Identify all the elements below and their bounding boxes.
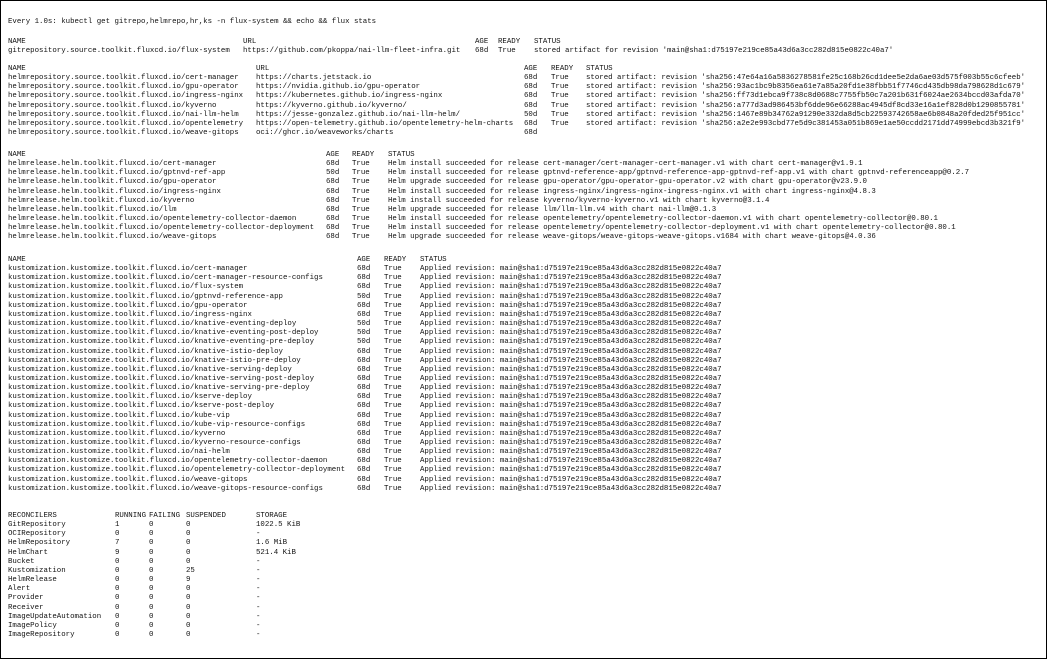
kustomization-row-14-cell-0: kustomization.kustomize.toolkit.fluxcd.io/kserve-deploy <box>8 393 252 402</box>
helmrepo-row-0-cell-0: helmrepository.source.toolkit.fluxcd.io/cert-manager <box>8 74 239 83</box>
stats-row-4-cell-4: - <box>256 557 261 566</box>
stats-row-4-cell-0: Bucket <box>8 557 35 566</box>
helmrepo-row-0-cell-1: https://charts.jetstack.io <box>256 74 372 83</box>
stats-row-1-cell-1: 0 <box>115 530 120 539</box>
helmrepo-header-age: AGE <box>524 65 538 73</box>
stats-row-12-cell-0: ImageRepository <box>8 630 75 639</box>
kustomization-row-3-cell-2: True <box>384 292 402 301</box>
helmrelease-row-8-cell-0: helmrelease.helm.toolkit.fluxcd.io/weave-gitops <box>8 233 217 242</box>
kustomization-row-20-cell-1: 68d <box>357 448 371 457</box>
stats-row-12-cell-2: 0 <box>149 630 154 639</box>
stats-row-9-cell-1: 0 <box>115 603 120 612</box>
helmrelease-row-4-cell-1: 68d <box>326 196 340 205</box>
kustomization-row-10-cell-3: Applied revision: main@sha1:d75197e219ce85a43d6a3cc282d815e0822c40a7 <box>420 356 722 365</box>
helmrelease-row-5-cell-1: 68d <box>326 205 340 214</box>
kustomization-row-10-cell-2: True <box>384 356 402 365</box>
stats-row-0-cell-0: GitRepository <box>8 521 66 530</box>
kustomization-row-9-cell-3: Applied revision: main@sha1:d75197e219ce85a43d6a3cc282d815e0822c40a7 <box>420 347 722 356</box>
kustomization-row-23-cell-0: kustomization.kustomize.toolkit.fluxcd.io/weave-gitops <box>8 475 248 484</box>
kustomization-row-4-cell-2: True <box>384 301 402 310</box>
stats-row-12-cell-1: 0 <box>115 630 120 639</box>
kustomization-row-3-cell-0: kustomization.kustomize.toolkit.fluxcd.io/gptnvd-reference-app <box>8 292 283 301</box>
helmrelease-header-status: STATUS <box>388 151 415 159</box>
kustomization-row-24-cell-0: kustomization.kustomize.toolkit.fluxcd.io/weave-gitops-resource-configs <box>8 484 323 493</box>
helmrelease-row-3-cell-2: True <box>352 187 370 196</box>
helmrelease-row-5-cell-2: True <box>352 205 370 214</box>
helmrepo-row-1-cell-2: 68d <box>524 83 538 92</box>
kustomization-row-20-cell-3: Applied revision: main@sha1:d75197e219ce85a43d6a3cc282d815e0822c40a7 <box>420 448 722 457</box>
kustomization-row-5-cell-3: Applied revision: main@sha1:d75197e219ce85a43d6a3cc282d815e0822c40a7 <box>420 310 722 319</box>
helmrelease-row-6-cell-3: Helm install succeeded for release opentelemetry/opentelemetry-collector-daemon.v1 with chart opentelemetry-collector@0.80.1 <box>388 215 938 224</box>
helmrelease-row-7-cell-3: Helm install succeeded for release opentelemetry/opentelemetry-collector-deployment.v1 with chart opentelemetry-collector@0.80.1 <box>388 224 956 233</box>
kustomization-row-16-cell-3: Applied revision: main@sha1:d75197e219ce85a43d6a3cc282d815e0822c40a7 <box>420 411 722 420</box>
kustomization-row-13-cell-1: 68d <box>357 384 371 393</box>
kustomization-row-18-cell-2: True <box>384 429 402 438</box>
kustomization-row-0-cell-3: Applied revision: main@sha1:d75197e219ce85a43d6a3cc282d815e0822c40a7 <box>420 265 722 274</box>
stats-row-5-cell-3: 25 <box>186 566 195 575</box>
kustomization-row-15-cell-3: Applied revision: main@sha1:d75197e219ce85a43d6a3cc282d815e0822c40a7 <box>420 402 722 411</box>
kustomization-row-7-cell-1: 50d <box>357 329 371 338</box>
kustomization-row-12-cell-1: 68d <box>357 374 371 383</box>
kustomization-row-24-cell-2: True <box>384 484 402 493</box>
stats-row-1-cell-3: 0 <box>186 530 191 539</box>
stats-row-10-cell-4: - <box>256 612 261 621</box>
stats-row-9-cell-0: Receiver <box>8 603 44 612</box>
kustomization-row-19-cell-3: Applied revision: main@sha1:d75197e219ce85a43d6a3cc282d815e0822c40a7 <box>420 439 722 447</box>
stats-row-10-cell-2: 0 <box>149 612 154 621</box>
kustomization-row-1-cell-2: True <box>384 274 402 283</box>
stats-row-10-cell-1: 0 <box>115 612 120 621</box>
helmrelease-row-2-cell-0: helmrelease.helm.toolkit.fluxcd.io/gpu-operator <box>8 178 217 187</box>
stats-row-12-cell-3: 0 <box>186 630 191 639</box>
kustomization-header-ready: READY <box>384 256 407 264</box>
helmrepo-header-name: NAME <box>8 65 26 73</box>
stats-row-11-cell-0: ImagePolicy <box>8 621 57 630</box>
kustomization-row-18-cell-0: kustomization.kustomize.toolkit.fluxcd.io/kyverno <box>8 429 226 438</box>
kustomization-row-23-cell-2: True <box>384 475 402 484</box>
gitrepo-row-0-cell-4: stored artifact for revision 'main@sha1:d75197e219ce85a43d6a3cc282d815e0822c40a7' <box>534 46 894 55</box>
helmrelease-row-1-cell-0: helmrelease.helm.toolkit.fluxcd.io/gptnvd-ref-app <box>8 169 226 178</box>
helmrelease-row-1-cell-2: True <box>352 169 370 178</box>
helmrepo-row-2-cell-3: True <box>551 92 569 101</box>
stats-header-storage: STORAGE <box>256 512 288 520</box>
kustomization-row-12-cell-2: True <box>384 374 402 383</box>
kustomization-row-18-cell-3: Applied revision: main@sha1:d75197e219ce85a43d6a3cc282d815e0822c40a7 <box>420 429 722 438</box>
helmrelease-row-2-cell-2: True <box>352 178 370 187</box>
kustomization-row-10-cell-1: 68d <box>357 356 371 365</box>
stats-row-3-cell-2: 0 <box>149 548 154 557</box>
kustomization-header-age: AGE <box>357 256 371 264</box>
stats-row-2-cell-4: 1.6 MiB <box>256 539 288 548</box>
kustomization-row-23-cell-3: Applied revision: main@sha1:d75197e219ce85a43d6a3cc282d815e0822c40a7 <box>420 475 722 484</box>
helmrelease-row-6-cell-1: 68d <box>326 215 340 224</box>
helmrelease-row-4-cell-0: helmrelease.helm.toolkit.fluxcd.io/kyverno <box>8 196 195 205</box>
kustomization-row-19-cell-1: 68d <box>357 439 371 447</box>
helmrepo-row-2-cell-2: 68d <box>524 92 538 101</box>
kustomization-row-13-cell-0: kustomization.kustomize.toolkit.fluxcd.io/knative-serving-pre-deploy <box>8 384 310 393</box>
stats-row-5-cell-1: 0 <box>115 566 120 575</box>
kustomization-row-20-cell-2: True <box>384 448 402 457</box>
helmrelease-row-0-cell-0: helmrelease.helm.toolkit.fluxcd.io/cert-manager <box>8 160 217 169</box>
helmrepo-row-1-cell-1: https://nvidia.github.io/gpu-operator <box>256 83 421 92</box>
kustomization-row-12-cell-0: kustomization.kustomize.toolkit.fluxcd.io/knative-serving-post-deploy <box>8 374 315 383</box>
helmrepo-row-2-cell-4: stored artifact: revision 'sha256:ff73d1ebca9f738c8d0688c7755fb50c7a201b631f6024ae2634bccd03afda70' <box>586 92 1026 101</box>
kustomization-row-15-cell-1: 68d <box>357 402 371 411</box>
kustomization-row-10-cell-0: kustomization.kustomize.toolkit.fluxcd.io/knative-istio-pre-deploy <box>8 356 301 365</box>
kustomization-row-17-cell-1: 68d <box>357 420 371 429</box>
helmrelease-row-7-cell-1: 68d <box>326 224 340 233</box>
kustomization-row-16-cell-0: kustomization.kustomize.toolkit.fluxcd.io/kube-vip <box>8 411 230 420</box>
stats-row-3-cell-3: 0 <box>186 548 191 557</box>
stats-header-failing: FAILING <box>149 512 181 520</box>
stats-row-4-cell-3: 0 <box>186 557 191 566</box>
kustomization-row-0-cell-0: kustomization.kustomize.toolkit.fluxcd.io/cert-manager <box>8 265 248 274</box>
stats-row-7-cell-0: Alert <box>8 585 31 594</box>
stats-row-3-cell-4: 521.4 KiB <box>256 548 296 557</box>
helmrelease-row-3-cell-0: helmrelease.helm.toolkit.fluxcd.io/ingress-nginx <box>8 187 221 196</box>
stats-row-8-cell-1: 0 <box>115 594 120 603</box>
stats-row-7-cell-3: 0 <box>186 585 191 594</box>
gitrepo-header-name: NAME <box>8 37 26 46</box>
kustomization-row-22-cell-3: Applied revision: main@sha1:d75197e219ce85a43d6a3cc282d815e0822c40a7 <box>420 466 722 475</box>
kustomization-row-18-cell-1: 68d <box>357 429 371 438</box>
helmrepo-row-2-cell-0: helmrepository.source.toolkit.fluxcd.io/ingress-nginx <box>8 92 244 101</box>
kustomization-row-20-cell-0: kustomization.kustomize.toolkit.fluxcd.io/nai-helm <box>8 448 230 457</box>
kustomization-row-11-cell-3: Applied revision: main@sha1:d75197e219ce85a43d6a3cc282d815e0822c40a7 <box>420 365 722 374</box>
stats-row-0-cell-4: 1022.5 KiB <box>256 521 301 530</box>
stats-row-8-cell-4: - <box>256 594 261 603</box>
helmrepo-row-4-cell-4: stored artifact: revision 'sha256:1467e89b34762a91290e332da8d5cb22593742658ae6b0848a20fded25f951cc' <box>586 110 1026 119</box>
helmrepo-header-url: URL <box>256 65 270 73</box>
helmrelease-row-8-cell-2: True <box>352 233 370 242</box>
stats-row-0-cell-3: 0 <box>186 521 191 530</box>
helmrepo-row-3-cell-2: 68d <box>524 101 538 110</box>
stats-row-5-cell-0: Kustomization <box>8 566 66 575</box>
helmrepo-row-6-cell-2: 68d <box>524 129 538 138</box>
kustomization-row-3-cell-3: Applied revision: main@sha1:d75197e219ce85a43d6a3cc282d815e0822c40a7 <box>420 292 722 301</box>
kustomization-row-5-cell-2: True <box>384 310 402 319</box>
stats-row-11-cell-2: 0 <box>149 621 154 630</box>
kustomization-header-status: STATUS <box>420 256 447 264</box>
stats-row-2-cell-1: 7 <box>115 539 120 548</box>
helmrelease-header-ready: READY <box>352 151 375 159</box>
kustomization-row-14-cell-3: Applied revision: main@sha1:d75197e219ce85a43d6a3cc282d815e0822c40a7 <box>420 393 722 402</box>
kustomization-row-16-cell-2: True <box>384 411 402 420</box>
helmrelease-row-1-cell-1: 50d <box>326 169 340 178</box>
kustomization-row-5-cell-0: kustomization.kustomize.toolkit.fluxcd.io/ingress-nginx <box>8 310 252 319</box>
kustomization-row-6-cell-3: Applied revision: main@sha1:d75197e219ce85a43d6a3cc282d815e0822c40a7 <box>420 320 722 329</box>
kustomization-row-21-cell-2: True <box>384 457 402 466</box>
kustomization-row-11-cell-0: kustomization.kustomize.toolkit.fluxcd.io/knative-serving-deploy <box>8 365 292 374</box>
kustomization-row-4-cell-0: kustomization.kustomize.toolkit.fluxcd.io/gpu-operator <box>8 301 248 310</box>
kustomization-row-21-cell-1: 68d <box>357 457 371 466</box>
helmrelease-row-4-cell-2: True <box>352 196 370 205</box>
kustomization-row-8-cell-2: True <box>384 338 402 347</box>
helmrelease-row-4-cell-3: Helm install succeeded for release kyverno/kyverno-kyverno.v1 with chart kyverno@3.1.4 <box>388 196 770 205</box>
stats-row-3-cell-1: 9 <box>115 548 120 557</box>
gitrepo-header-status: STATUS <box>534 37 561 46</box>
kustomization-row-1-cell-1: 68d <box>357 274 371 283</box>
kustomization-row-21-cell-3: Applied revision: main@sha1:d75197e219ce85a43d6a3cc282d815e0822c40a7 <box>420 457 722 466</box>
kustomization-row-5-cell-1: 68d <box>357 310 371 319</box>
stats-header-reconcilers: RECONCILERS <box>8 512 57 520</box>
kustomization-row-19-cell-2: True <box>384 439 402 447</box>
kustomization-row-9-cell-1: 68d <box>357 347 371 356</box>
kustomization-row-1-cell-3: Applied revision: main@sha1:d75197e219ce85a43d6a3cc282d815e0822c40a7 <box>420 274 722 283</box>
kustomization-row-23-cell-1: 68d <box>357 475 371 484</box>
stats-row-7-cell-2: 0 <box>149 585 154 594</box>
helmrelease-row-3-cell-1: 68d <box>326 187 340 196</box>
helmrepo-row-6-cell-0: helmrepository.source.toolkit.fluxcd.io/weave-gitops <box>8 129 239 138</box>
kustomization-row-8-cell-1: 50d <box>357 338 371 347</box>
stats-row-11-cell-4: - <box>256 621 261 630</box>
stats-row-4-cell-2: 0 <box>149 557 154 566</box>
kustomization-row-7-cell-0: kustomization.kustomize.toolkit.fluxcd.io/knative-eventing-post-deploy <box>8 329 319 338</box>
kustomization-row-14-cell-2: True <box>384 393 402 402</box>
helmrelease-row-2-cell-1: 68d <box>326 178 340 187</box>
kustomization-row-14-cell-1: 68d <box>357 393 371 402</box>
stats-row-7-cell-1: 0 <box>115 585 120 594</box>
helmrepo-row-3-cell-0: helmrepository.source.toolkit.fluxcd.io/kyverno <box>8 101 217 110</box>
gitrepo-header-age: AGE <box>475 37 489 46</box>
helmrepo-row-6-cell-1: oci://ghcr.io/weaveworks/charts <box>256 129 394 138</box>
kustomization-row-24-cell-3: Applied revision: main@sha1:d75197e219ce85a43d6a3cc282d815e0822c40a7 <box>420 484 722 493</box>
kustomization-row-3-cell-1: 50d <box>357 292 371 301</box>
stats-row-9-cell-3: 0 <box>186 603 191 612</box>
kustomization-row-0-cell-2: True <box>384 265 402 274</box>
kustomization-row-21-cell-0: kustomization.kustomize.toolkit.fluxcd.io/opentelemetry-collector-daemon <box>8 457 328 466</box>
stats-row-7-cell-4: - <box>256 585 261 594</box>
kustomization-row-0-cell-1: 68d <box>357 265 371 274</box>
kustomization-row-4-cell-1: 68d <box>357 301 371 310</box>
kustomization-row-6-cell-0: kustomization.kustomize.toolkit.fluxcd.io/knative-eventing-deploy <box>8 320 297 329</box>
kustomization-row-22-cell-1: 68d <box>357 466 371 475</box>
kustomization-row-11-cell-1: 68d <box>357 365 371 374</box>
kustomization-row-2-cell-2: True <box>384 283 402 292</box>
kustomization-row-2-cell-1: 68d <box>357 283 371 292</box>
helmrepo-row-5-cell-4: stored artifact: revision 'sha256:a2e2e993cbd77e5d9c381453a051b869e1ae50ccdd2171dd74999ebcd3b321f9' <box>586 119 1026 128</box>
stats-row-0-cell-1: 1 <box>115 521 120 530</box>
stats-row-5-cell-2: 0 <box>149 566 154 575</box>
stats-row-6-cell-4: - <box>256 576 261 585</box>
stats-row-1-cell-0: OCIRepository <box>8 530 66 539</box>
helmrepo-row-0-cell-2: 68d <box>524 74 538 83</box>
kustomization-row-12-cell-3: Applied revision: main@sha1:d75197e219ce85a43d6a3cc282d815e0822c40a7 <box>420 374 722 383</box>
stats-row-10-cell-0: ImageUpdateAutomation <box>8 612 102 621</box>
kustomization-row-22-cell-2: True <box>384 466 402 475</box>
helmrepo-row-4-cell-2: 50d <box>524 110 538 119</box>
gitrepo-row-0-cell-2: 68d <box>475 46 489 55</box>
kustomization-row-19-cell-0: kustomization.kustomize.toolkit.fluxcd.io/kyverno-resource-configs <box>8 439 301 447</box>
helmrepo-row-2-cell-1: https://kubernetes.github.io/ingress-nginx <box>256 92 443 101</box>
stats-row-4-cell-1: 0 <box>115 557 120 566</box>
kustomization-row-15-cell-2: True <box>384 402 402 411</box>
kustomization-row-15-cell-0: kustomization.kustomize.toolkit.fluxcd.io/kserve-post-deploy <box>8 402 275 411</box>
helmrepo-row-1-cell-4: stored artifact: revision 'sha256:93ac1bc9b8356ea61e7a85a20fd1e38fbb51f7746cd435db98da798628d1c679' <box>586 83 1026 92</box>
kustomization-row-6-cell-1: 50d <box>357 320 371 329</box>
helmrelease-header-name: NAME <box>8 151 26 159</box>
helmrelease-row-0-cell-2: True <box>352 160 370 169</box>
helmrelease-row-7-cell-0: helmrelease.helm.toolkit.fluxcd.io/opentelemetry-collector-deployment <box>8 224 315 233</box>
stats-row-12-cell-4: - <box>256 630 261 639</box>
stats-row-9-cell-2: 0 <box>149 603 154 612</box>
kustomization-row-16-cell-1: 68d <box>357 411 371 420</box>
kustomization-row-7-cell-2: True <box>384 329 402 338</box>
kustomization-row-9-cell-0: kustomization.kustomize.toolkit.fluxcd.io/knative-istio-deploy <box>8 347 283 356</box>
helmrepo-row-3-cell-1: https://kyverno.github.io/kyverno/ <box>256 101 407 110</box>
stats-row-8-cell-3: 0 <box>186 594 191 603</box>
stats-row-6-cell-0: HelmRelease <box>8 576 57 585</box>
kustomization-row-2-cell-0: kustomization.kustomize.toolkit.fluxcd.io/flux-system <box>8 283 244 292</box>
kustomization-row-13-cell-3: Applied revision: main@sha1:d75197e219ce85a43d6a3cc282d815e0822c40a7 <box>420 384 722 393</box>
kustomization-row-11-cell-2: True <box>384 365 402 374</box>
stats-row-2-cell-0: HelmRepository <box>8 539 71 548</box>
kustomization-row-1-cell-0: kustomization.kustomize.toolkit.fluxcd.io/cert-manager-resource-configs <box>8 274 323 283</box>
stats-row-6-cell-2: 0 <box>149 576 154 585</box>
stats-row-3-cell-0: HelmChart <box>8 548 48 557</box>
stats-row-1-cell-4: - <box>256 530 261 539</box>
stats-header-running: RUNNING <box>115 512 147 520</box>
helmrepo-row-0-cell-3: True <box>551 74 569 83</box>
helmrelease-row-0-cell-1: 68d <box>326 160 340 169</box>
helmrelease-row-8-cell-1: 68d <box>326 233 340 242</box>
gitrepo-header-ready: READY <box>498 37 521 46</box>
stats-header-suspended: SUSPENDED <box>186 512 226 520</box>
helmrelease-row-2-cell-3: Helm upgrade succeeded for release gpu-operator/gpu-operator-gpu-operator.v2 with chart gpu-operator@v23.9.0 <box>388 178 867 187</box>
helmrelease-header-age: AGE <box>326 151 340 159</box>
helmrepo-row-3-cell-4: stored artifact: revision 'sha256:a777d3ad986453bf6dde96e66288ac4945df8cd33e16a1ef828d0b1290855781' <box>586 101 1026 110</box>
helmrelease-row-3-cell-3: Helm install succeeded for release ingress-nginx/ingress-nginx-ingress-nginx.v1 with chart ingress-nginx@4.8.3 <box>388 187 876 196</box>
helmrelease-row-8-cell-3: Helm upgrade succeeded for release weave-gitops/weave-gitops-weave-gitops.v1684 with chart weave-gitops@4.0.36 <box>388 233 876 242</box>
helmrelease-row-6-cell-2: True <box>352 215 370 224</box>
helmrepo-row-1-cell-3: True <box>551 83 569 92</box>
stats-row-9-cell-4: - <box>256 603 261 612</box>
kustomization-row-17-cell-2: True <box>384 420 402 429</box>
stats-row-11-cell-1: 0 <box>115 621 120 630</box>
watch-header: Every 1.0s: kubectl get gitrepo,helmrepo,hr,ks -n flux-system && echo && flux stats <box>8 18 377 26</box>
kustomization-row-24-cell-1: 68d <box>357 484 371 493</box>
kustomization-row-17-cell-3: Applied revision: main@sha1:d75197e219ce85a43d6a3cc282d815e0822c40a7 <box>420 420 722 429</box>
kustomization-row-8-cell-3: Applied revision: main@sha1:d75197e219ce85a43d6a3cc282d815e0822c40a7 <box>420 338 722 347</box>
stats-row-6-cell-3: 9 <box>186 576 191 585</box>
kustomization-row-8-cell-0: kustomization.kustomize.toolkit.fluxcd.io/knative-eventing-pre-deploy <box>8 338 315 347</box>
gitrepo-row-0-cell-3: True <box>498 46 516 55</box>
gitrepo-row-0-cell-1: https://github.com/pkoppa/nai-llm-fleet-infra.git <box>243 46 461 55</box>
helmrepo-row-1-cell-0: helmrepository.source.toolkit.fluxcd.io/gpu-operator <box>8 83 239 92</box>
stats-row-0-cell-2: 0 <box>149 521 154 530</box>
helmrepo-row-5-cell-1: https://open-telemetry.github.io/opentelemetry-helm-charts <box>256 119 514 128</box>
gitrepo-header-url: URL <box>243 37 257 46</box>
helmrepo-row-5-cell-2: 68d <box>524 119 538 128</box>
helmrepo-row-5-cell-3: True <box>551 119 569 128</box>
kustomization-row-22-cell-0: kustomization.kustomize.toolkit.fluxcd.io/opentelemetry-collector-deployment <box>8 466 346 475</box>
stats-row-11-cell-3: 0 <box>186 621 191 630</box>
kustomization-row-4-cell-3: Applied revision: main@sha1:d75197e219ce85a43d6a3cc282d815e0822c40a7 <box>420 301 722 310</box>
helmrelease-row-0-cell-3: Helm install succeeded for release cert-manager/cert-manager-cert-manager.v1 with chart cert-manager@v1.9.1 <box>388 160 863 169</box>
stats-row-5-cell-4: - <box>256 566 261 575</box>
helmrelease-row-5-cell-3: Helm upgrade succeeded for release llm/llm-llm.v4 with chart nai-llm@0.1.3 <box>388 205 717 214</box>
helmrepo-row-4-cell-1: https://jesse-gonzalez.github.io/nai-llm-helm/ <box>256 110 461 119</box>
helmrelease-row-5-cell-0: helmrelease.helm.toolkit.fluxcd.io/llm <box>8 205 177 214</box>
kustomization-row-6-cell-2: True <box>384 320 402 329</box>
helmrepo-row-4-cell-0: helmrepository.source.toolkit.fluxcd.io/nai-llm-helm <box>8 110 239 119</box>
helmrepo-row-0-cell-4: stored artifact: revision 'sha256:47e64a16a5836278581fe25c168b26cd1dee5e2da6ae03d575f003b55c6cfeeb' <box>586 74 1026 83</box>
stats-row-8-cell-2: 0 <box>149 594 154 603</box>
stats-row-1-cell-2: 0 <box>149 530 154 539</box>
kustomization-header-name: NAME <box>8 256 26 264</box>
kustomization-row-17-cell-0: kustomization.kustomize.toolkit.fluxcd.io/kube-vip-resource-configs <box>8 420 306 429</box>
helmrepo-row-3-cell-3: True <box>551 101 569 110</box>
gitrepo-row-0-cell-0: gitrepository.source.toolkit.fluxcd.io/flux-system <box>8 46 230 55</box>
helmrelease-row-1-cell-3: Helm install succeeded for release gptnvd-reference-app/gptnvd-reference-app-gptnvd-ref-app.v1 with chart gptnvd-referenceapp@0.2.7 <box>388 169 969 178</box>
helmrelease-row-6-cell-0: helmrelease.helm.toolkit.fluxcd.io/opentelemetry-collector-daemon <box>8 215 297 224</box>
helmrepo-header-ready: READY <box>551 65 574 73</box>
stats-row-2-cell-3: 0 <box>186 539 191 548</box>
kustomization-row-7-cell-3: Applied revision: main@sha1:d75197e219ce85a43d6a3cc282d815e0822c40a7 <box>420 329 722 338</box>
stats-row-6-cell-1: 0 <box>115 576 120 585</box>
kustomization-row-9-cell-2: True <box>384 347 402 356</box>
stats-row-2-cell-2: 0 <box>149 539 154 548</box>
helmrepo-header-status: STATUS <box>586 65 613 73</box>
kustomization-row-13-cell-2: True <box>384 384 402 393</box>
helmrepo-row-5-cell-0: helmrepository.source.toolkit.fluxcd.io/opentelemetry <box>8 119 244 128</box>
helmrepo-row-4-cell-3: True <box>551 110 569 119</box>
helmrelease-row-7-cell-2: True <box>352 224 370 233</box>
stats-row-10-cell-3: 0 <box>186 612 191 621</box>
stats-row-8-cell-0: Provider <box>8 594 44 603</box>
kustomization-row-2-cell-3: Applied revision: main@sha1:d75197e219ce85a43d6a3cc282d815e0822c40a7 <box>420 283 722 292</box>
